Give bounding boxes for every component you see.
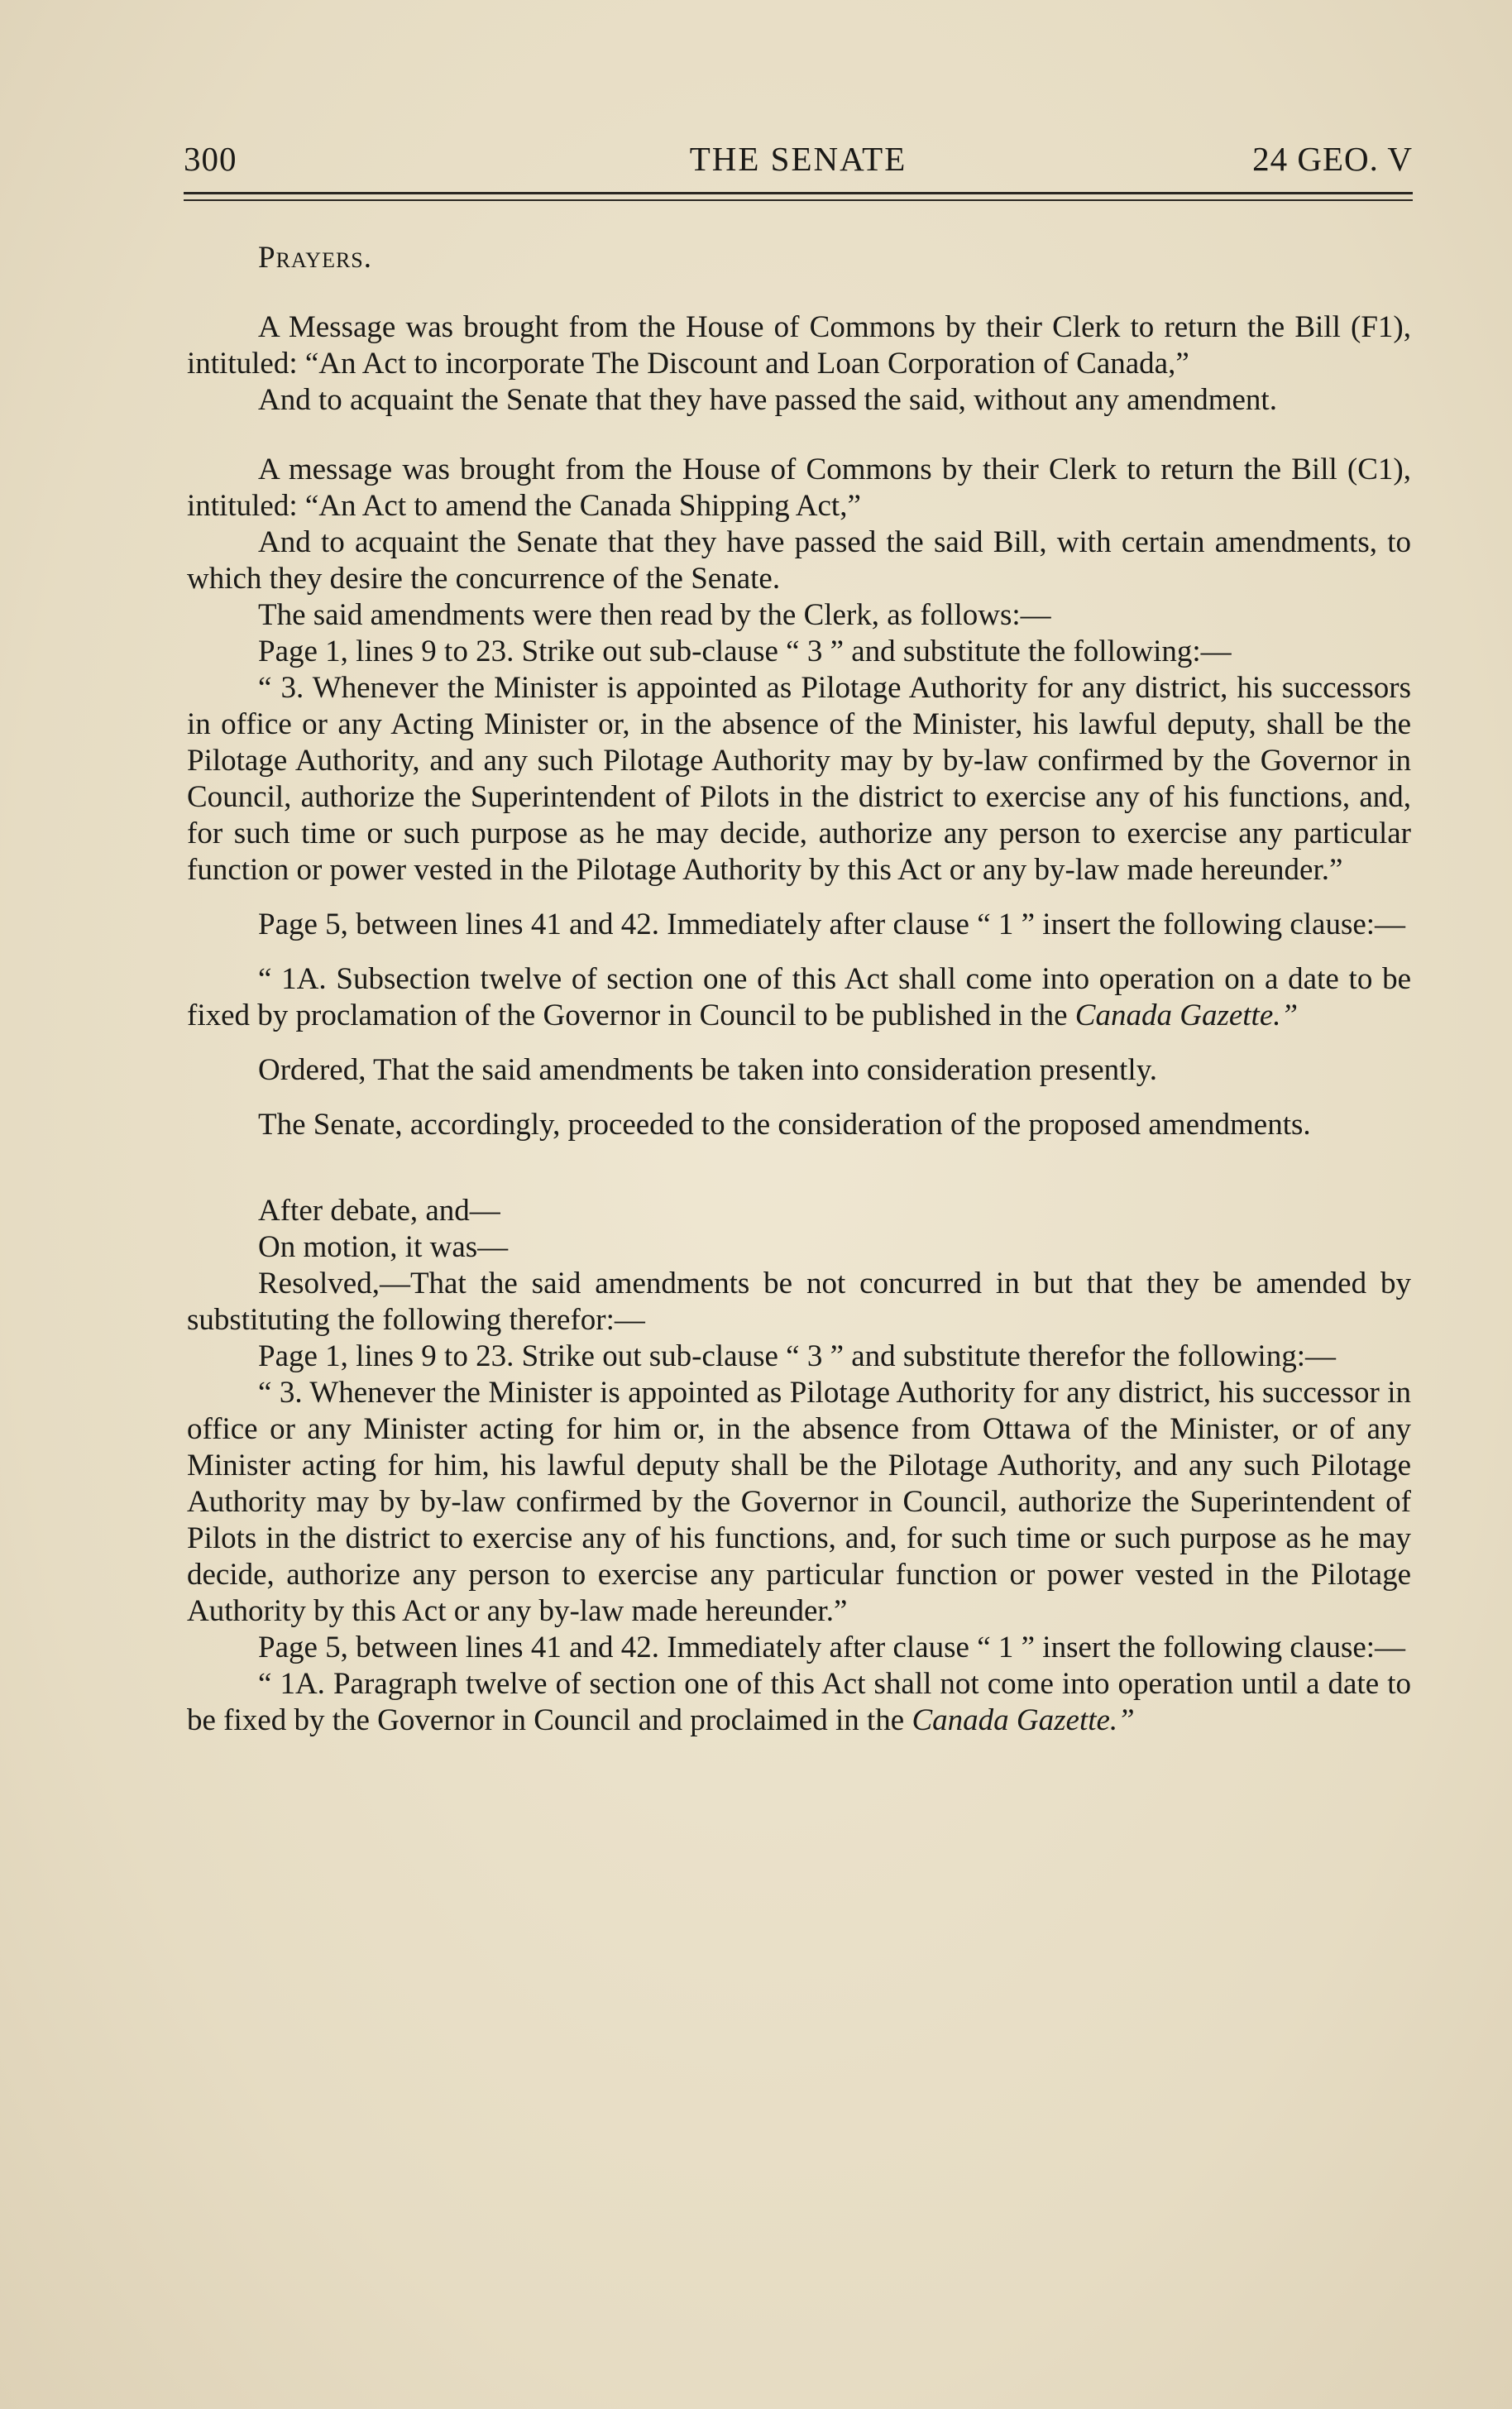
clause-italic: Canada Gazette.” [912, 1703, 1135, 1737]
paragraph: A message was brought from the House of Commons by their Clerk to return the Bill (C1), intituled: “An Act to amend the Canada Shipping Act,” [187, 453, 1411, 523]
header-rule-thin [184, 199, 1413, 201]
quoted-clause: “ 3. Whenever the Minister is appointed as Pilotage Authority for any district, his successors in office or any Acting Minister or, in the absence of the Minister, his lawful deputy, shall be the Pilotage Authority, and any such Pilotage Authority may by by-law confirmed by the Governor in Council, authorize the Superintendent of Pilots in the district to exercise any of his functions, and, for such time or such purpose as he may decide, authorize any person to exercise any particular function or power vested in the Pilotage Authority by this Act or any by-law made hereunder.” [187, 671, 1411, 887]
quoted-clause [187, 1666, 1411, 1739]
paragraph: And to acquaint the Senate that they have passed the said Bill, with certain amendments, to which they desire the concurrence of the Senate. [187, 525, 1411, 596]
paragraph: After debate, and— [258, 1194, 500, 1228]
page-number: 300 [184, 140, 237, 178]
quoted-clause [187, 961, 1411, 1034]
paragraph: Ordered, That the said amendments be taken into consideration presently. [258, 1053, 1158, 1087]
paragraph: Page 5, between lines 41 and 42. Immediately after clause “ 1 ” insert the following clause:— [258, 1631, 1406, 1664]
document-body [187, 240, 1411, 1739]
paragraph: The Senate, accordingly, proceeded to the consideration of the proposed amendments. [258, 1108, 1311, 1142]
paragraph: The said amendments were then read by the Clerk, as follows:— [258, 598, 1051, 632]
header-rule-thick [184, 192, 1413, 194]
clause-text: “ 1A. Paragraph twelve of section one of this Act shall not come into operation until a date to be fixed by the Governor in Council and proclaimed in the [187, 1667, 1411, 1737]
paragraph: Page 1, lines 9 to 23. Strike out sub-clause “ 3 ” and substitute therefor the following:— [258, 1339, 1336, 1373]
clause-italic: Canada Gazette.” [1074, 999, 1299, 1032]
header-session: 24 GEO. V [1252, 140, 1413, 178]
paragraph: Resolved,—That the said amendments be not concurred in but that they be amended by substituting the following therefor:— [187, 1267, 1411, 1337]
paragraph: Page 1, lines 9 to 23. Strike out sub-clause “ 3 ” and substitute the following:— [258, 635, 1232, 668]
paragraph: A Message was brought from the House of Commons by their Clerk to return the Bill (F1), intituled: “An Act to incorporate The Discount and Loan Corporation of Canada,” [187, 310, 1411, 381]
clause-text: “ 1A. Subsection twelve of section one of this Act shall come into operation on a date to be fixed by proclamation of the Governor in Council to be published in the [187, 962, 1411, 1032]
running-header [184, 139, 1413, 185]
header-title: THE SENATE [689, 140, 907, 178]
section-heading-prayers: Prayers. [258, 241, 373, 275]
paragraph: Page 5, between lines 41 and 42. Immediately after clause “ 1 ” insert the following clause:— [258, 908, 1406, 941]
paragraph: And to acquaint the Senate that they have passed the said, without any amendment. [258, 383, 1277, 417]
paragraph: On motion, it was— [258, 1230, 509, 1264]
quoted-clause: “ 3. Whenever the Minister is appointed as Pilotage Authority for any district, his successor in office or any Minister acting for him or, in the absence from Ottawa of the Minister, or of any Minister acting for him, his lawful deputy shall be the Pilotage Authority, and any such Pilotage Authority may by by-law confirmed by the Governor in Council, authorize the Superintendent of Pilots in the district to exercise any of his functions, and, for such time or such purpose as he may decide, authorize any person to exercise any particular function or power vested in the Pilotage Authority by this Act or any by-law made hereunder.” [187, 1376, 1411, 1628]
